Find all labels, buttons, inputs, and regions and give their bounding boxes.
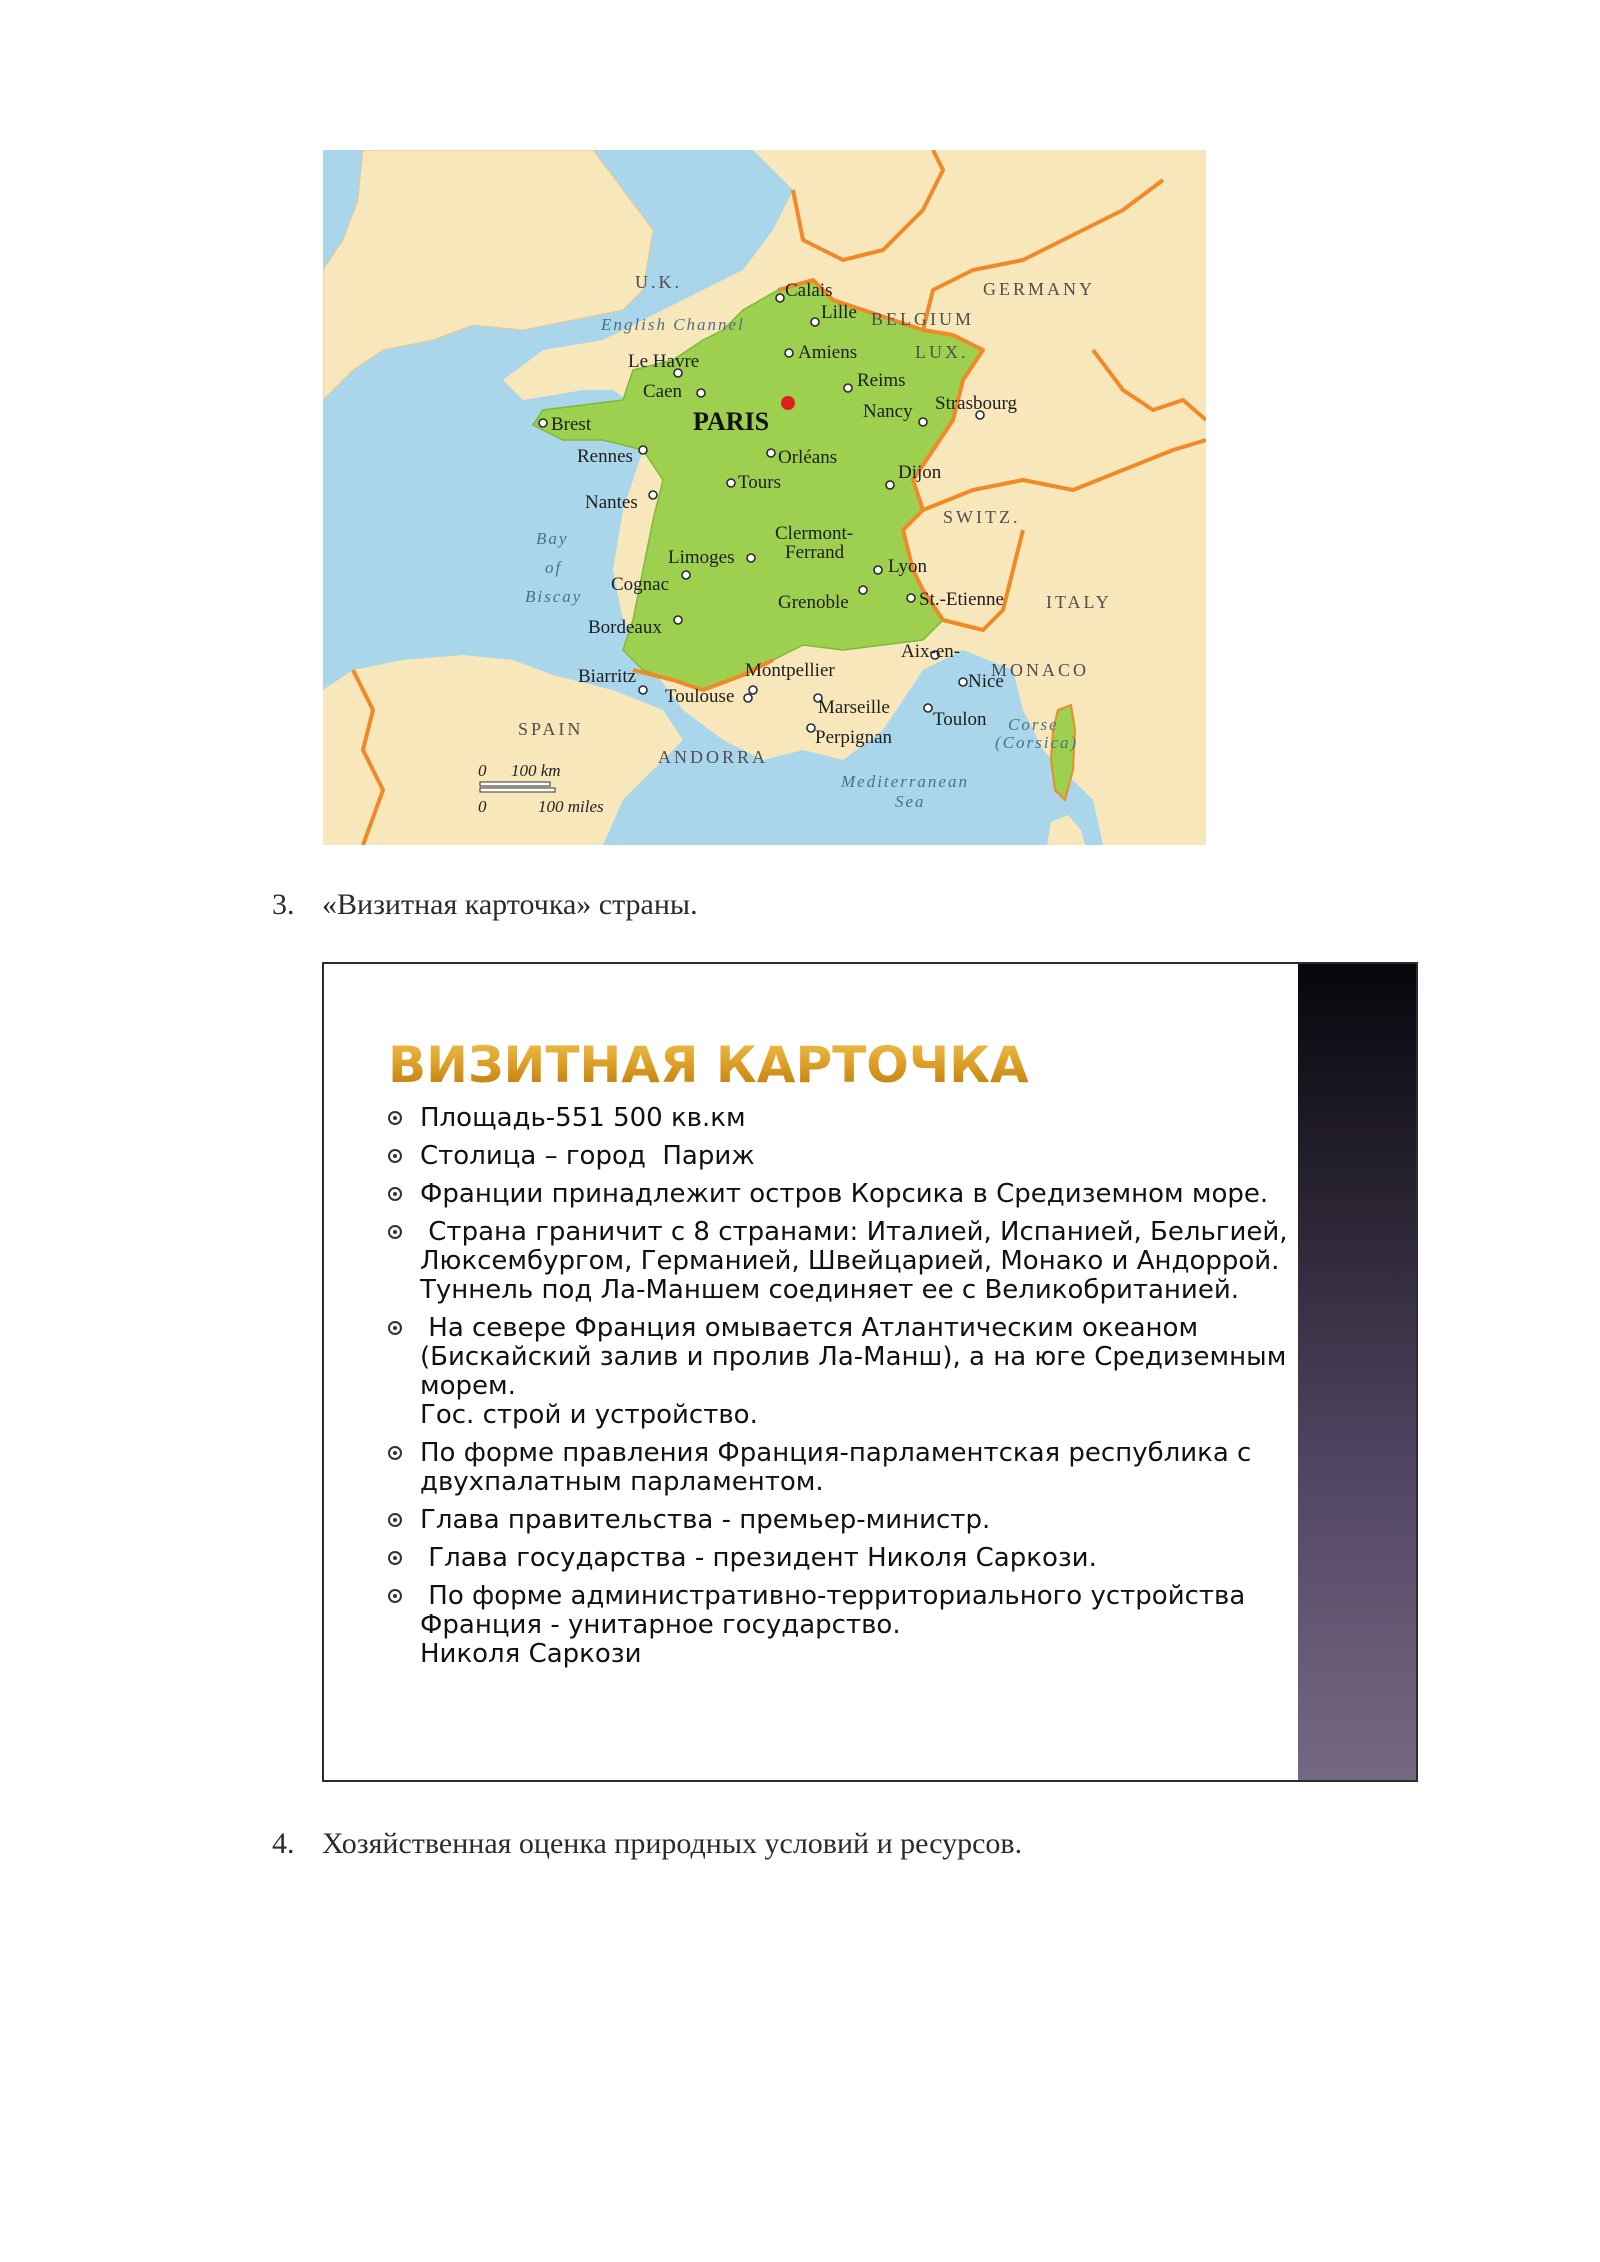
sea-label-mediterranean: Mediterranean — [841, 772, 969, 791]
bullet-text-line: Люксембургом, Германией, Швейцарией, Монако и Андоррой. — [420, 1246, 1280, 1276]
bullet-text-line: двухпалатным парламентом. — [420, 1467, 824, 1497]
scale-zero-km: 0 — [478, 761, 487, 780]
city-label-lyon: Lyon — [888, 556, 928, 577]
sea-label-biscay: Biscay — [525, 587, 583, 606]
city-label-dijon: Dijon — [898, 462, 942, 483]
bullet-text-line: Площадь-551 500 кв.км — [420, 1103, 746, 1133]
city-label-perpignan: Perpignan — [815, 727, 893, 748]
slide-bullet-item — [388, 1439, 1378, 1497]
bullet-circle-icon — [388, 1149, 402, 1163]
city-label-marseille: Marseille — [818, 697, 890, 718]
bullet-text-line: Туннель под Ла-Маншем соединяет ее с Великобританией. — [420, 1275, 1239, 1305]
city-label-reims: Reims — [857, 370, 906, 391]
france-map — [323, 150, 1206, 845]
list-text: Хозяйственная оценка природных условий и ресурсов. — [322, 1827, 1023, 1860]
country-label-andorra: ANDORRA — [658, 747, 769, 767]
city-label-calais: Calais — [785, 280, 833, 301]
bullet-text-line: Страна граничит с 8 странами: Италией, Испанией, Бельгией, — [420, 1217, 1288, 1247]
island-label-corse: Corse — [1008, 715, 1059, 734]
bullet-text-line: По форме правления Франция-парламентская республика с — [420, 1438, 1252, 1468]
city-label-nancy: Nancy — [863, 401, 913, 422]
bullet-text-line: морем. — [420, 1371, 516, 1401]
city-label-nice: Nice — [968, 671, 1004, 692]
list-item-3 — [272, 888, 698, 922]
slide-bullet-item — [388, 1314, 1378, 1430]
slide-bullet-item — [388, 1180, 1378, 1209]
country-label-italy: ITALY — [1046, 592, 1112, 612]
list-number: 4. — [272, 1827, 295, 1860]
slide-bullet-list — [388, 1104, 1378, 1678]
bullet-text-line: По форме административно-территориального устройства — [420, 1581, 1246, 1611]
capital-label-paris: PARIS — [693, 407, 770, 436]
list-item-4 — [272, 1827, 1022, 1861]
city-label-orleans: Orléans — [778, 447, 838, 468]
city-label-clermont-2: Ferrand — [785, 542, 845, 563]
country-label-monaco: MONACO — [991, 660, 1090, 680]
slide-bullet-item — [388, 1104, 1378, 1133]
scale-mi-label: 100 miles — [538, 797, 604, 816]
bullet-text-line: Николя Саркози — [420, 1639, 642, 1669]
city-label-toulouse: Toulouse — [665, 686, 735, 707]
slide-title: ВИЗИТНАЯ КАРТОЧКА — [388, 1036, 1029, 1094]
city-label-montpellier: Montpellier — [745, 660, 835, 681]
scale-zero-mi: 0 — [478, 797, 487, 816]
city-label-amiens: Amiens — [798, 342, 858, 363]
slide-bullet-item — [388, 1544, 1378, 1573]
list-number: 3. — [272, 888, 295, 921]
bullet-circle-icon — [388, 1513, 402, 1527]
island-label-corsica: (Corsica) — [995, 733, 1079, 752]
city-label-rennes: Rennes — [577, 446, 633, 467]
bullet-text-line: Франция - унитарное государство. — [420, 1610, 901, 1640]
city-label-aix: Aix-en- — [901, 641, 961, 662]
city-label-toulon: Toulon — [933, 709, 987, 730]
bullet-text-line: Франции принадлежит остров Корсика в Средиземном море. — [420, 1179, 1269, 1209]
bullet-text-line: Глава правительства - премьер-министр. — [420, 1505, 991, 1535]
country-label-lux: LUX. — [915, 342, 969, 362]
country-label-uk: U.K. — [635, 272, 682, 292]
country-label-switz: SWITZ. — [943, 507, 1021, 527]
bullet-circle-icon — [388, 1551, 402, 1565]
city-label-tours: Tours — [738, 472, 782, 493]
city-label-bordeaux: Bordeaux — [588, 617, 662, 638]
sea-label-of: of — [545, 558, 563, 577]
sea-label-bay: Bay — [536, 529, 569, 548]
country-label-germany: GERMANY — [983, 279, 1096, 299]
city-label-caen: Caen — [643, 381, 683, 402]
country-label-spain: SPAIN — [518, 719, 584, 739]
bullet-text-line: (Бискайский залив и пролив Ла-Манш), а на юге Средиземным — [420, 1342, 1287, 1372]
business-card-slide — [322, 962, 1418, 1782]
bullet-circle-icon — [388, 1589, 402, 1603]
list-text: «Визитная карточка» страны. — [322, 888, 698, 921]
city-label-brest: Brest — [551, 414, 592, 435]
capital-dot — [781, 396, 795, 410]
slide-bullet-item — [388, 1218, 1378, 1305]
bullet-circle-icon — [388, 1321, 402, 1335]
city-label-grenoble: Grenoble — [778, 592, 849, 613]
bullet-text-line: Столица – город Париж — [420, 1141, 755, 1171]
france-map-svg — [323, 150, 1206, 845]
slide-bullet-item — [388, 1582, 1378, 1669]
bullet-text-line: Гос. строй и устройство. — [420, 1400, 758, 1430]
city-label-le-havre: Le Havre — [628, 351, 700, 372]
city-label-lille: Lille — [821, 302, 857, 323]
bullet-circle-icon — [388, 1225, 402, 1239]
scale-km-label: 100 km — [511, 761, 561, 780]
city-label-limoges: Limoges — [668, 547, 735, 568]
bullet-text-line: Глава государства - президент Николя Саркози. — [420, 1543, 1097, 1573]
bullet-circle-icon — [388, 1111, 402, 1125]
bullet-text-line: На севере Франция омывается Атлантическим океаном — [420, 1313, 1199, 1343]
country-label-belgium: BELGIUM — [871, 309, 974, 329]
city-label-nantes: Nantes — [585, 492, 638, 513]
sea-label-sea: Sea — [895, 792, 926, 811]
city-label-st-etienne: St.-Etienne — [919, 589, 1004, 610]
slide-bullet-item — [388, 1506, 1378, 1535]
city-label-cognac: Cognac — [611, 574, 670, 595]
slide-bullet-item — [388, 1142, 1378, 1171]
sea-label-english-channel: English Channel — [601, 315, 745, 334]
city-label-biarritz: Biarritz — [578, 666, 637, 687]
bullet-circle-icon — [388, 1446, 402, 1460]
city-label-strasbourg: Strasbourg — [935, 393, 1017, 414]
bullet-circle-icon — [388, 1187, 402, 1201]
city-label-clermont-1: Clermont- — [775, 523, 854, 544]
